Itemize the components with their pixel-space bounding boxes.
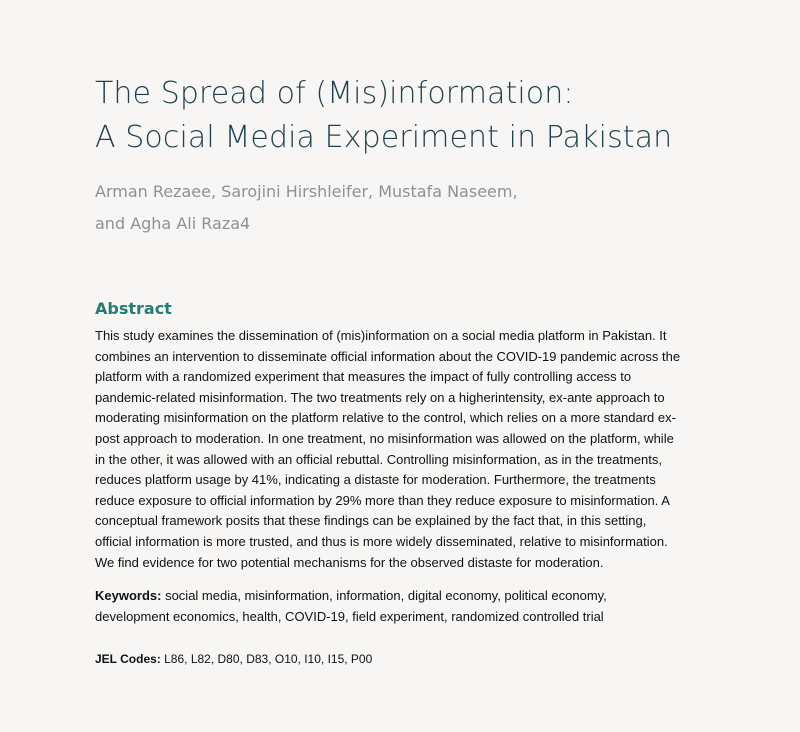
abstract-line: combines an intervention to disseminate official information about the COVID-19 pandemic across the <box>95 348 681 364</box>
jel-codes-section <box>95 649 705 669</box>
keywords-line-1 <box>95 586 705 607</box>
jel-codes-value: L86, L82, D80, D83, O10, I10, I15, P00 <box>160 652 373 666</box>
title-line-1: The Spread of (Mis)information: <box>95 76 574 111</box>
abstract-line: moderating misinformation on the platform relative to the control, which relies on a more standard ex- <box>95 410 676 426</box>
abstract-body <box>95 326 705 573</box>
abstract-line: This study examines the dissemination of (mis)information on a social media platform in Pakistan. It <box>95 328 667 343</box>
abstract-line: pandemic-related misinformation. The two treatments rely on a higherintensity, ex-ante approach to <box>95 389 665 405</box>
abstract-line: official information is more trusted, and thus is more widely disseminated, relative to misinformation. <box>95 533 668 549</box>
abstract-line: conceptual framework posits that these findings can be explained by the fact that, in this setting, <box>95 513 647 529</box>
abstract-line: reduce exposure to official information by 29% more than they reduce exposure to misinformation. A <box>95 492 670 508</box>
keywords-section <box>95 586 705 627</box>
abstract-line: We find evidence for two potential mechanisms for the observed distaste for moderation. <box>95 554 604 570</box>
title-line-2: A Social Media Experiment in Pakistan <box>95 120 673 155</box>
keywords-label: Keywords: <box>95 588 162 603</box>
abstract-line: platform with a randomized experiment that measures the impact of fully controlling access to <box>95 369 632 385</box>
abstract-line: reduces platform usage by 41%, indicating a distaste for moderation. Furthermore, the treatments <box>95 472 656 488</box>
authors-line-1: Arman Rezaee, Sarojini Hirshleifer, Mustafa Naseem, <box>95 182 518 201</box>
keywords-line-2: development economics, health, COVID-19, field experiment, randomized controlled trial <box>95 608 604 624</box>
jel-label: JEL Codes: <box>95 652 161 666</box>
abstract-line: in the other, it was allowed with an official rebuttal. Controlling misinformation, as in the treatments, <box>95 451 662 467</box>
abstract-heading: Abstract <box>95 299 172 318</box>
author-list <box>95 176 705 240</box>
keywords-text-1: social media, misinformation, information, digital economy, political economy, <box>161 588 607 603</box>
abstract-line: post approach to moderation. In one treatment, no misinformation was allowed on the platform, while <box>95 430 674 446</box>
paper-title <box>95 72 715 160</box>
authors-line-2: and Agha Ali Raza4 <box>95 214 251 233</box>
